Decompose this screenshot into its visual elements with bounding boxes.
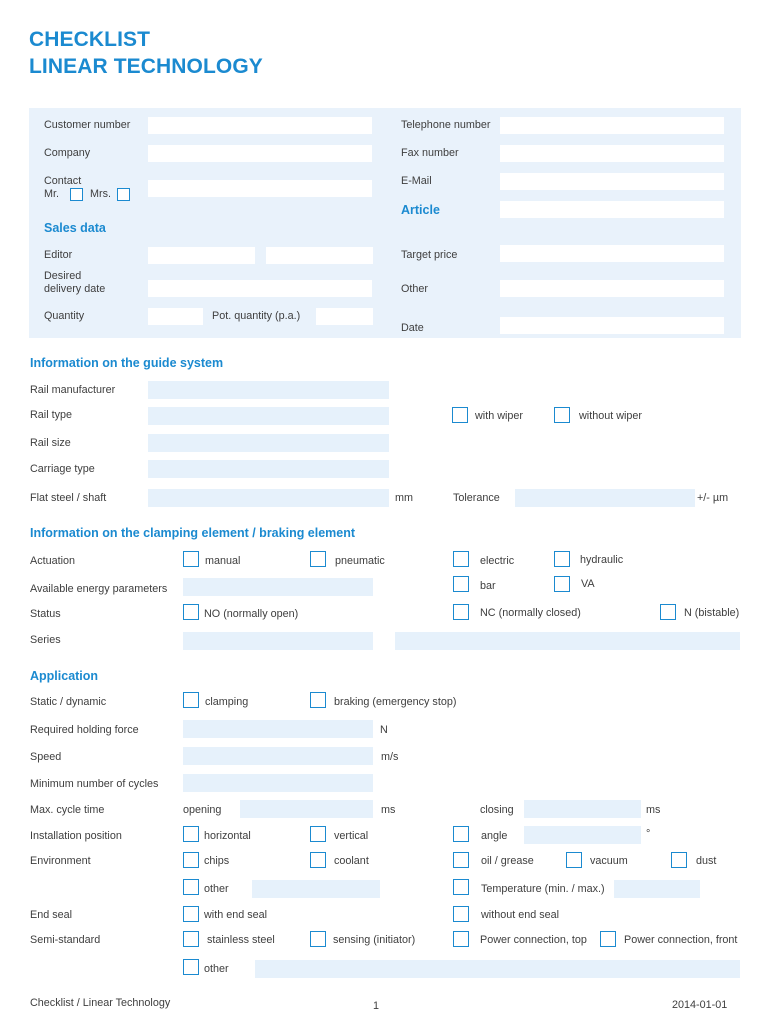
semi-other-checkbox[interactable] <box>183 959 199 975</box>
temperature-checkbox[interactable] <box>453 879 469 895</box>
pot-quantity-field[interactable] <box>316 308 373 325</box>
opening-unit: ms <box>381 804 396 816</box>
stainless-label: stainless steel <box>207 934 275 946</box>
sensing-checkbox[interactable] <box>310 931 326 947</box>
angle-unit: ° <box>646 828 651 840</box>
article-heading: Article <box>401 203 440 217</box>
braking-label: braking (emergency stop) <box>334 696 457 708</box>
carriage-type-field[interactable] <box>148 460 389 478</box>
editor-field-2[interactable] <box>266 247 373 264</box>
env-other-field[interactable] <box>252 880 380 898</box>
title-line-1: CHECKLIST <box>29 28 151 51</box>
bar-label: bar <box>480 580 496 592</box>
semi-other-field[interactable] <box>255 960 740 978</box>
email-field[interactable] <box>500 173 724 190</box>
date-label: Date <box>401 322 424 334</box>
other-field[interactable] <box>500 280 724 297</box>
coolant-checkbox[interactable] <box>310 852 326 868</box>
rail-size-label: Rail size <box>30 437 71 449</box>
telephone-field[interactable] <box>500 117 724 134</box>
desired-delivery-label-2: delivery date <box>44 283 106 295</box>
guide-system-heading: Information on the guide system <box>30 356 224 370</box>
manual-label: manual <box>205 555 241 567</box>
pneumatic-checkbox[interactable] <box>310 551 326 567</box>
env-other-label: other <box>204 883 229 895</box>
va-label: VA <box>581 578 595 590</box>
power-top-checkbox[interactable] <box>453 931 469 947</box>
email-label: E-Mail <box>401 175 432 187</box>
closing-label: closing <box>480 804 514 816</box>
clamping-heading: Information on the clamping element / braking element <box>30 526 356 540</box>
mrs-checkbox[interactable] <box>117 188 130 201</box>
installation-label: Installation position <box>30 830 122 842</box>
dust-checkbox[interactable] <box>671 852 687 868</box>
mr-label: Mr. <box>44 188 59 200</box>
tolerance-label: Tolerance <box>453 492 500 504</box>
holding-force-unit: N <box>380 724 388 736</box>
sensing-label: sensing (initiator) <box>333 934 416 946</box>
sales-data-heading: Sales data <box>44 221 106 235</box>
stainless-checkbox[interactable] <box>183 931 199 947</box>
with-wiper-checkbox[interactable] <box>452 407 468 423</box>
mrs-label: Mrs. <box>90 188 111 200</box>
speed-label: Speed <box>30 751 62 763</box>
rail-type-label: Rail type <box>30 409 73 421</box>
dust-label: dust <box>696 855 717 867</box>
other-label: Other <box>401 283 429 295</box>
end-seal-label: End seal <box>30 909 73 921</box>
power-front-checkbox[interactable] <box>600 931 616 947</box>
opening-label: opening <box>183 804 222 816</box>
without-end-seal-label: without end seal <box>481 909 560 921</box>
holding-force-field[interactable] <box>183 720 373 738</box>
fax-label: Fax number <box>401 147 459 159</box>
without-wiper-checkbox[interactable] <box>554 407 570 423</box>
vertical-checkbox[interactable] <box>310 826 326 842</box>
angle-label: angle <box>481 830 508 842</box>
with-wiper-label: with wiper <box>475 410 524 422</box>
company-field[interactable] <box>148 145 372 162</box>
contact-field[interactable] <box>148 180 372 197</box>
no-label: NO (normally open) <box>204 608 299 620</box>
no-checkbox[interactable] <box>183 604 199 620</box>
flat-steel-label: Flat steel / shaft <box>30 492 107 504</box>
min-cycles-field[interactable] <box>183 774 373 792</box>
with-end-seal-checkbox[interactable] <box>183 906 199 922</box>
n-bistable-checkbox[interactable] <box>660 604 676 620</box>
flat-steel-field[interactable] <box>148 489 389 507</box>
angle-field[interactable] <box>524 826 641 844</box>
carriage-type-label: Carriage type <box>30 463 95 475</box>
actuation-label: Actuation <box>30 555 76 567</box>
editor-label: Editor <box>44 249 73 261</box>
series-label: Series <box>30 634 61 646</box>
bar-checkbox[interactable] <box>453 576 469 592</box>
clamping-label: clamping <box>205 696 249 708</box>
electric-checkbox[interactable] <box>453 551 469 567</box>
customer-number-field[interactable] <box>148 117 372 134</box>
horizontal-label: horizontal <box>204 830 251 842</box>
electric-label: electric <box>480 555 515 567</box>
company-label: Company <box>44 147 91 159</box>
speed-unit: m/s <box>381 751 399 763</box>
editor-field-1[interactable] <box>148 247 255 264</box>
application-heading: Application <box>30 669 99 683</box>
rail-manufacturer-field[interactable] <box>148 381 389 399</box>
closing-field[interactable] <box>524 800 641 818</box>
manual-checkbox[interactable] <box>183 551 199 567</box>
speed-field[interactable] <box>183 747 373 765</box>
pot-quantity-label: Pot. quantity (p.a.) <box>212 310 301 322</box>
series-field-1[interactable] <box>183 632 373 650</box>
pneumatic-label: pneumatic <box>335 555 385 567</box>
date-field[interactable] <box>500 317 724 334</box>
semi-standard-label: Semi-standard <box>30 934 101 946</box>
opening-field[interactable] <box>240 800 373 818</box>
rail-type-field[interactable] <box>148 407 389 425</box>
power-front-label: Power connection, front <box>624 934 738 946</box>
closing-unit: ms <box>646 804 661 816</box>
footer-title: Checklist / Linear Technology <box>30 997 171 1009</box>
customer-number-label: Customer number <box>44 119 131 131</box>
chips-label: chips <box>204 855 230 867</box>
chips-checkbox[interactable] <box>183 852 199 868</box>
title-line-2: LINEAR TECHNOLOGY <box>29 55 263 78</box>
energy-field[interactable] <box>183 578 373 596</box>
oil-grease-label: oil / grease <box>481 855 534 867</box>
holding-force-label: Required holding force <box>30 724 139 736</box>
tolerance-field[interactable] <box>515 489 695 507</box>
rail-size-field[interactable] <box>148 434 389 452</box>
fax-field[interactable] <box>500 145 724 162</box>
desired-delivery-label-1: Desired <box>44 270 82 282</box>
tolerance-unit: +/- µm <box>697 492 729 504</box>
energy-label: Available energy parameters <box>30 583 168 595</box>
hydraulic-label: hydraulic <box>580 554 624 566</box>
telephone-label: Telephone number <box>401 119 491 131</box>
vacuum-checkbox[interactable] <box>566 852 582 868</box>
vacuum-label: vacuum <box>590 855 628 867</box>
footer-page-number: 1 <box>373 1000 380 1012</box>
braking-checkbox[interactable] <box>310 692 326 708</box>
static-dynamic-label: Static / dynamic <box>30 696 107 708</box>
with-end-seal-label: with end seal <box>204 909 268 921</box>
angle-checkbox[interactable] <box>453 826 469 842</box>
flat-steel-unit: mm <box>395 492 413 504</box>
contact-label: Contact <box>44 175 82 187</box>
horizontal-checkbox[interactable] <box>183 826 199 842</box>
semi-other-label: other <box>204 963 229 975</box>
max-cycle-label: Max. cycle time <box>30 804 105 816</box>
temperature-label: Temperature (min. / max.) <box>481 883 605 895</box>
quantity-label: Quantity <box>44 310 85 322</box>
vertical-label: vertical <box>334 830 369 842</box>
temperature-field[interactable] <box>614 880 700 898</box>
without-end-seal-checkbox[interactable] <box>453 906 469 922</box>
series-field-2[interactable] <box>395 632 740 650</box>
environment-label: Environment <box>30 855 91 867</box>
hydraulic-checkbox[interactable] <box>554 551 570 567</box>
article-field[interactable] <box>500 201 724 218</box>
n-bistable-label: N (bistable) <box>684 607 740 619</box>
nc-checkbox[interactable] <box>453 604 469 620</box>
clamping-checkbox[interactable] <box>183 692 199 708</box>
footer-date: 2014-01-01 <box>672 999 728 1011</box>
coolant-label: coolant <box>334 855 369 867</box>
page-title <box>29 26 263 80</box>
rail-manufacturer-label: Rail manufacturer <box>30 384 116 396</box>
target-price-field[interactable] <box>500 245 724 262</box>
quantity-field[interactable] <box>148 308 203 325</box>
min-cycles-label: Minimum number of cycles <box>30 778 159 790</box>
target-price-label: Target price <box>401 249 458 261</box>
mr-checkbox[interactable] <box>70 188 83 201</box>
status-label: Status <box>30 608 61 620</box>
without-wiper-label: without wiper <box>579 410 643 422</box>
desired-delivery-field[interactable] <box>148 280 372 297</box>
env-other-checkbox[interactable] <box>183 879 199 895</box>
nc-label: NC (normally closed) <box>480 607 581 619</box>
power-top-label: Power connection, top <box>480 934 587 946</box>
customer-panel <box>29 108 741 338</box>
oil-grease-checkbox[interactable] <box>453 852 469 868</box>
va-checkbox[interactable] <box>554 576 570 592</box>
